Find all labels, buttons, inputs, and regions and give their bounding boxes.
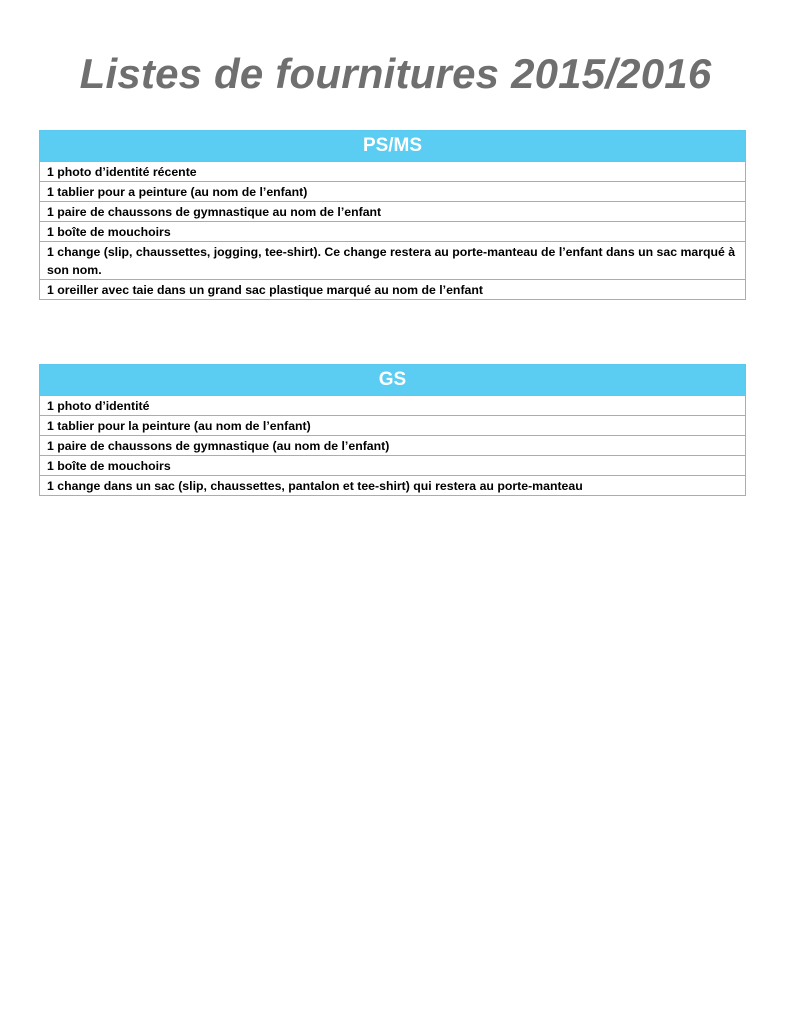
table-row: 1 paire de chaussons de gymnastique (au nom de l’enfant) <box>40 436 745 456</box>
table-row: 1 tablier pour la peinture (au nom de l’enfant) <box>40 416 745 436</box>
table-row: 1 change (slip, chaussettes, jogging, tee-shirt). Ce change restera au porte-manteau de l’enfant dans un sac marqué à son nom. <box>40 242 745 280</box>
table-row: 1 boîte de mouchoirs <box>40 456 745 476</box>
table-row: 1 photo d’identité récente <box>40 162 745 182</box>
supply-table-gs <box>39 364 746 496</box>
table-row: 1 photo d’identité <box>40 396 745 416</box>
page-title: Listes de fournitures 2015/2016 <box>79 50 712 97</box>
table-row: 1 oreiller avec taie dans un grand sac plastique marqué au nom de l’enfant <box>47 283 483 297</box>
table-row: 1 boîte de mouchoirs <box>40 222 745 242</box>
table-row: 1 paire de chaussons de gymnastique au nom de l’enfant <box>40 202 745 222</box>
supply-table-ps-ms <box>39 130 746 300</box>
table-row: 1 change dans un sac (slip, chaussettes, pantalon et tee-shirt) qui restera au porte-manteau <box>47 479 583 493</box>
table-header-ps-ms: PS/MS <box>40 131 745 162</box>
table-row: 1 tablier pour a peinture (au nom de l’enfant) <box>40 182 745 202</box>
table-header-gs: GS <box>40 365 745 396</box>
